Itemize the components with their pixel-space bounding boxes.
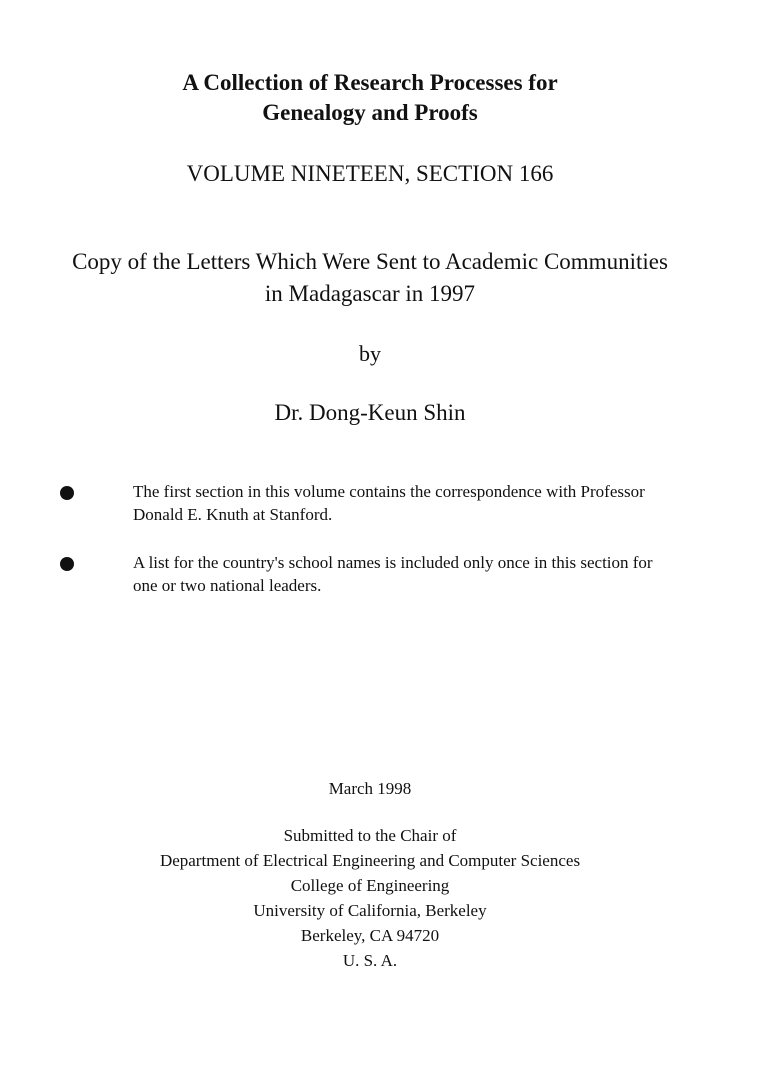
- submission-line-4: University of California, Berkeley: [253, 901, 487, 920]
- bullet-dot-icon: [60, 557, 74, 571]
- title-block: [0, 68, 740, 128]
- date-line: March 1998: [328, 779, 412, 798]
- submission-line-5: Berkeley, CA 94720: [300, 926, 440, 945]
- by-label: by: [359, 341, 381, 366]
- submission-line-2: Department of Electrical Engineering and Computer Sciences: [159, 851, 581, 870]
- bullet-dot-icon: [60, 486, 74, 500]
- bullet-text: [133, 551, 708, 597]
- submission-line-1: Submitted to the Chair of: [283, 826, 457, 845]
- bullet-line-2: Donald E. Knuth at Stanford.: [133, 505, 333, 524]
- submission-line-6: U. S. A.: [342, 951, 398, 970]
- author-name: Dr. Dong-Keun Shin: [274, 400, 466, 425]
- bullet-text: [133, 480, 708, 526]
- title-line-1: A Collection of Research Processes for: [182, 70, 558, 95]
- volume-heading: VOLUME NINETEEN, SECTION 166: [186, 161, 554, 186]
- bullet-line-1: A list for the country's school names is included only once in this section for: [133, 553, 653, 572]
- bullet-line-1: The first section in this volume contains the correspondence with Professor: [133, 482, 645, 501]
- submission-line-3: College of Engineering: [290, 876, 450, 895]
- subtitle-block: [0, 246, 740, 310]
- submission-block: [0, 823, 740, 973]
- title-line-2: Genealogy and Proofs: [262, 100, 478, 125]
- subtitle-line-2: in Madagascar in 1997: [264, 281, 476, 306]
- bullet-line-2: one or two national leaders.: [133, 576, 322, 595]
- subtitle-line-1: Copy of the Letters Which Were Sent to Academic Communities: [72, 249, 668, 274]
